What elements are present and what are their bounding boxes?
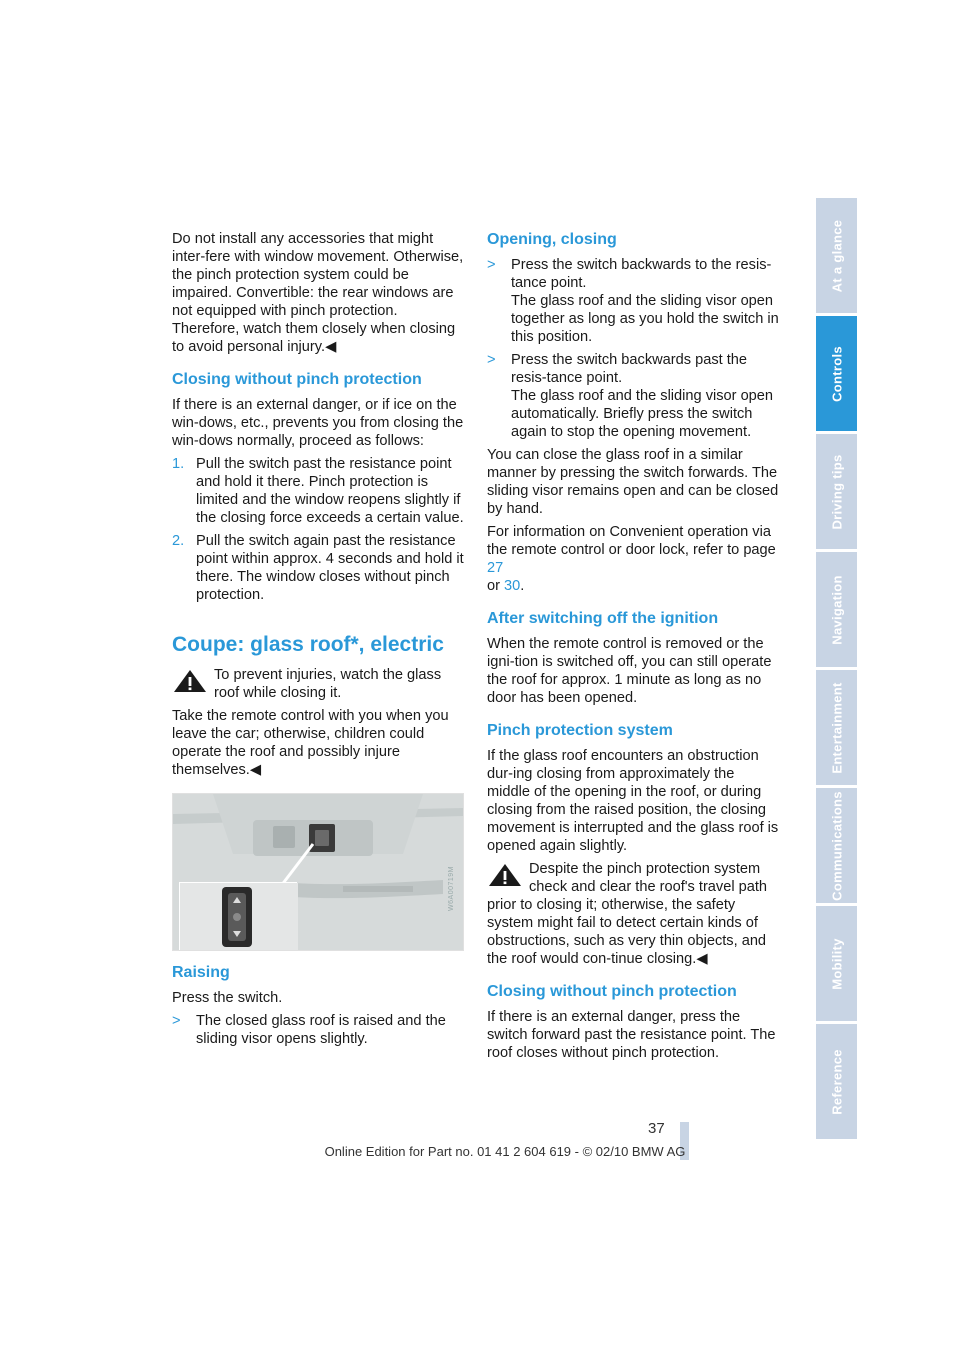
end-mark: ◀ [325, 339, 337, 355]
raising-text: Press the switch. [172, 990, 283, 1006]
after-text: When the remote control is removed or the igni-tion is switched off, you can still operate the roof for approx. 1 minute as long as no door has been opened. [487, 636, 772, 706]
opening-bullets [487, 256, 779, 441]
page-number: 37 [648, 1120, 665, 1137]
right-column [487, 230, 779, 1067]
chapter-sidebar [816, 198, 857, 1142]
warning-triangle-icon [487, 862, 523, 888]
sidebar-tab-driving-tips[interactable]: Driving tips [816, 434, 857, 552]
list-item: > Press the switch backwards to the resis-tance point. The glass roof and the sliding visor open together as long as you hold the switch in this position. [487, 257, 779, 345]
warning-block [172, 666, 464, 779]
sidebar-tab-mobility[interactable]: Mobility [816, 906, 857, 1024]
page-reference-link[interactable]: 30 [504, 578, 521, 594]
intro-paragraph: Do not install any accessories that might inter-fere with window movement. Otherwise, the pinch protection system could be impaired. Convertible: the rear windows are not equipped with pinch protection. Therefore, watch them closely when closing to avoid personal injury.◀ [172, 231, 464, 355]
warning-triangle-icon [172, 668, 208, 694]
page-reference-link[interactable]: 27 [487, 560, 504, 576]
list-item: 1. Pull the switch past the resistance point and hold it there. Pinch protection is limited and the window reopens slightly if the closing force exceeds a certain value. [172, 456, 464, 526]
sidebar-tab-communications[interactable]: Communications [816, 788, 857, 906]
heading-raising: Raising [172, 964, 230, 981]
figure-watermark: W6A00719M [448, 866, 455, 911]
convenient-text: For information on Convenient operation via the remote control or door lock, refer to page 27 or 30. [487, 524, 776, 594]
warning-text: Despite the pinch protection system check and clear the roof's travel path prior to closing it; otherwise, the safety system might fail to detect certain kinds of obstructions, such as very thin objects, and the roof would con-tinue closing.◀ [487, 861, 768, 967]
left-column [172, 230, 464, 1053]
warning-text-2: Take the remote control with you when you leave the car; otherwise, children could operate the roof and possibly injure themselves.◀ [172, 708, 449, 778]
roof-switch-icon [180, 883, 298, 951]
heading-opening-closing: Opening, closing [487, 231, 617, 248]
sidebar-tab-navigation[interactable]: Navigation [816, 552, 857, 670]
heading-closing-without-pinch: Closing without pinch protection [172, 371, 422, 388]
switch-inset [179, 882, 297, 950]
sidebar-tab-controls[interactable]: Controls [816, 316, 857, 434]
pinch-text: If the glass roof encounters an obstruction dur-ing closing from approximately the middle of the opening in the roof, or during closing from the raised position, the closing movement is interrupted and the glass roof is opened again slightly. [487, 748, 779, 854]
warning-text: To prevent injuries, watch the glass roof while closing it. [214, 667, 442, 701]
raising-bullets [172, 1012, 464, 1048]
heading-coupe-glass-roof: Coupe: glass roof*, electric [172, 633, 444, 656]
heading-closing-without-pinch-2: Closing without pinch protection [487, 983, 737, 1000]
list-item: 2. Pull the switch again past the resistance point within approx. 4 seconds and hold it there. The window closes without pinch protection. [172, 533, 464, 603]
closing-intro: If there is an external danger, or if ice on the win-dows, etc., prevents you from closing the win-dows normally, proceed as follows: [172, 397, 464, 449]
list-item: > Press the switch backwards past the resis-tance point. The glass roof and the sliding visor open automatically. Briefly press the switch again to stop the opening movement. [487, 352, 774, 440]
warning-block [487, 860, 779, 968]
closing-steps [172, 455, 464, 604]
sidebar-tab-entertainment[interactable]: Entertainment [816, 670, 857, 788]
list-item: > The closed glass roof is raised and the sliding visor opens slightly. [172, 1013, 446, 1047]
heading-after-ignition: After switching off the ignition [487, 610, 719, 627]
glass-roof-switch-illustration [172, 793, 464, 951]
sidebar-tab-at-a-glance[interactable]: At a glance [816, 198, 857, 316]
sidebar-tab-reference[interactable]: Reference [816, 1024, 857, 1142]
closing2-text: If there is an external danger, press the switch forward past the resistance point. The roof closes without pinch protection. [487, 1009, 776, 1061]
close-text: You can close the glass roof in a similar manner by pressing the switch forwards. The sliding visor remains open and can be closed by hand. [487, 447, 779, 517]
heading-pinch-protection: Pinch protection system [487, 722, 673, 739]
footer-edition: Online Edition for Part no. 01 41 2 604 619 - © 02/10 BMW AG [324, 1144, 686, 1159]
